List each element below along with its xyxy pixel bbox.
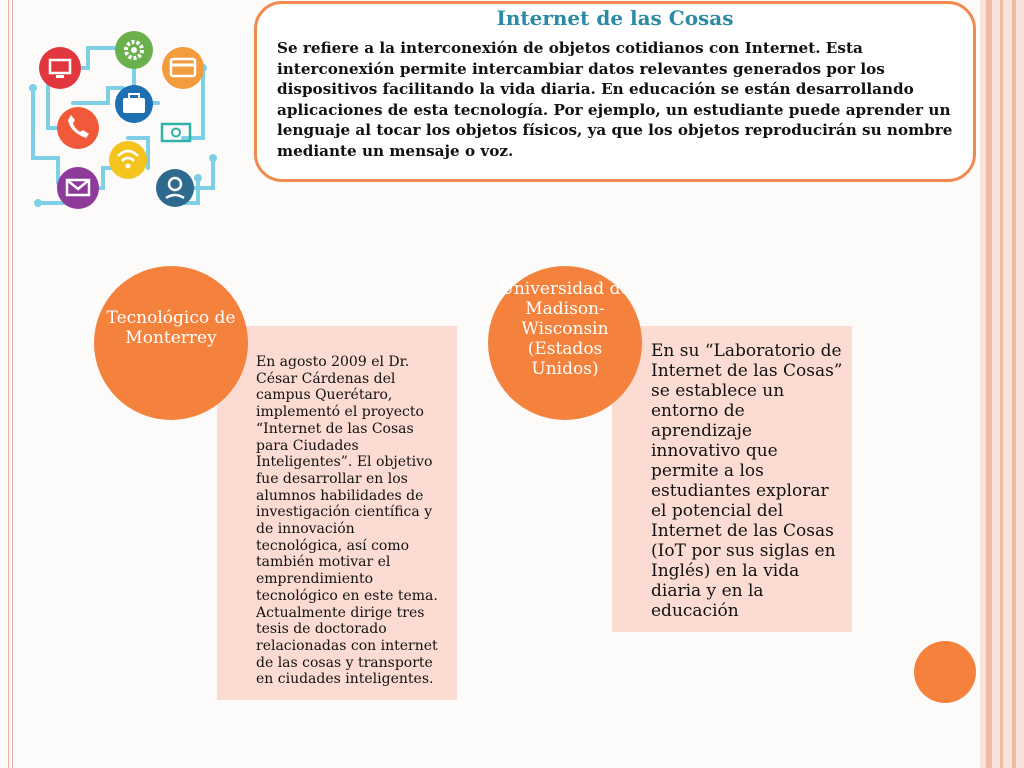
money-icon (160, 117, 192, 149)
decorative-circle (914, 641, 976, 703)
case-name-madison: Universidad de Madison-Wisconsin (Estados Unidos) (499, 279, 631, 379)
case-circle-madison (488, 266, 642, 420)
iot-illustration (28, 28, 223, 218)
location-icon (156, 169, 194, 207)
right-stripe-line (986, 0, 992, 768)
right-stripe-line (1000, 0, 1003, 768)
page-title: Internet de las Cosas (496, 6, 734, 30)
left-border-line (12, 0, 13, 768)
mail-icon (57, 167, 99, 209)
definition-text: Se refiere a la interconexión de objetos cotidianos con Internet. Esta interconexión permite intercambiar datos relevantes generados por los dispositivos facilitando la vida diaria. En educación se están desarrollando aplicaciones de esta tecnología. Por ejemplo, un estudiante puede aprender un lenguaje al tocar los objetos físicos, ya que los objetos reproducirán su nombre mediante un mensaje o voz. (277, 39, 953, 160)
case-name-monterrey: Tecnológico de Monterrey (106, 308, 236, 348)
case-text-madison: En su “Laboratorio de Internet de las Cosas” se establece un entorno de aprendizaje innovativo que permite a los estudiantes explorar el potencial del Internet de las Cosas (IoT por sus siglas en Inglés) en la vida diaria y en la educación (651, 341, 843, 621)
case-text-monterrey: En agosto 2009 el Dr. César Cárdenas del campus Querétaro, implementó el proyecto “Internet de las Cosas para Ciudades Inteligentes”. El objetivo fue desarrollar en los alumnos habilidades de investigación científica y de innovación tecnológica, así como también motivar el emprendimiento tecnológico en este tema. Actualmente dirige tres tesis de doctorado relacionadas con internet de las cosas y transporte en ciudades inteligentes. (256, 354, 438, 688)
briefcase-icon (115, 85, 153, 123)
wifi-icon (109, 141, 147, 179)
case-box-madison (612, 326, 852, 632)
gear-icon (115, 31, 153, 69)
case-circle-monterrey (94, 266, 248, 420)
phone-icon (57, 107, 99, 149)
monitor-icon (39, 47, 81, 89)
left-border-line (8, 0, 9, 768)
credit-card-icon (162, 47, 204, 89)
definition-card (254, 1, 976, 182)
right-stripe-line (1012, 0, 1016, 768)
case-box-monterrey (217, 326, 457, 700)
